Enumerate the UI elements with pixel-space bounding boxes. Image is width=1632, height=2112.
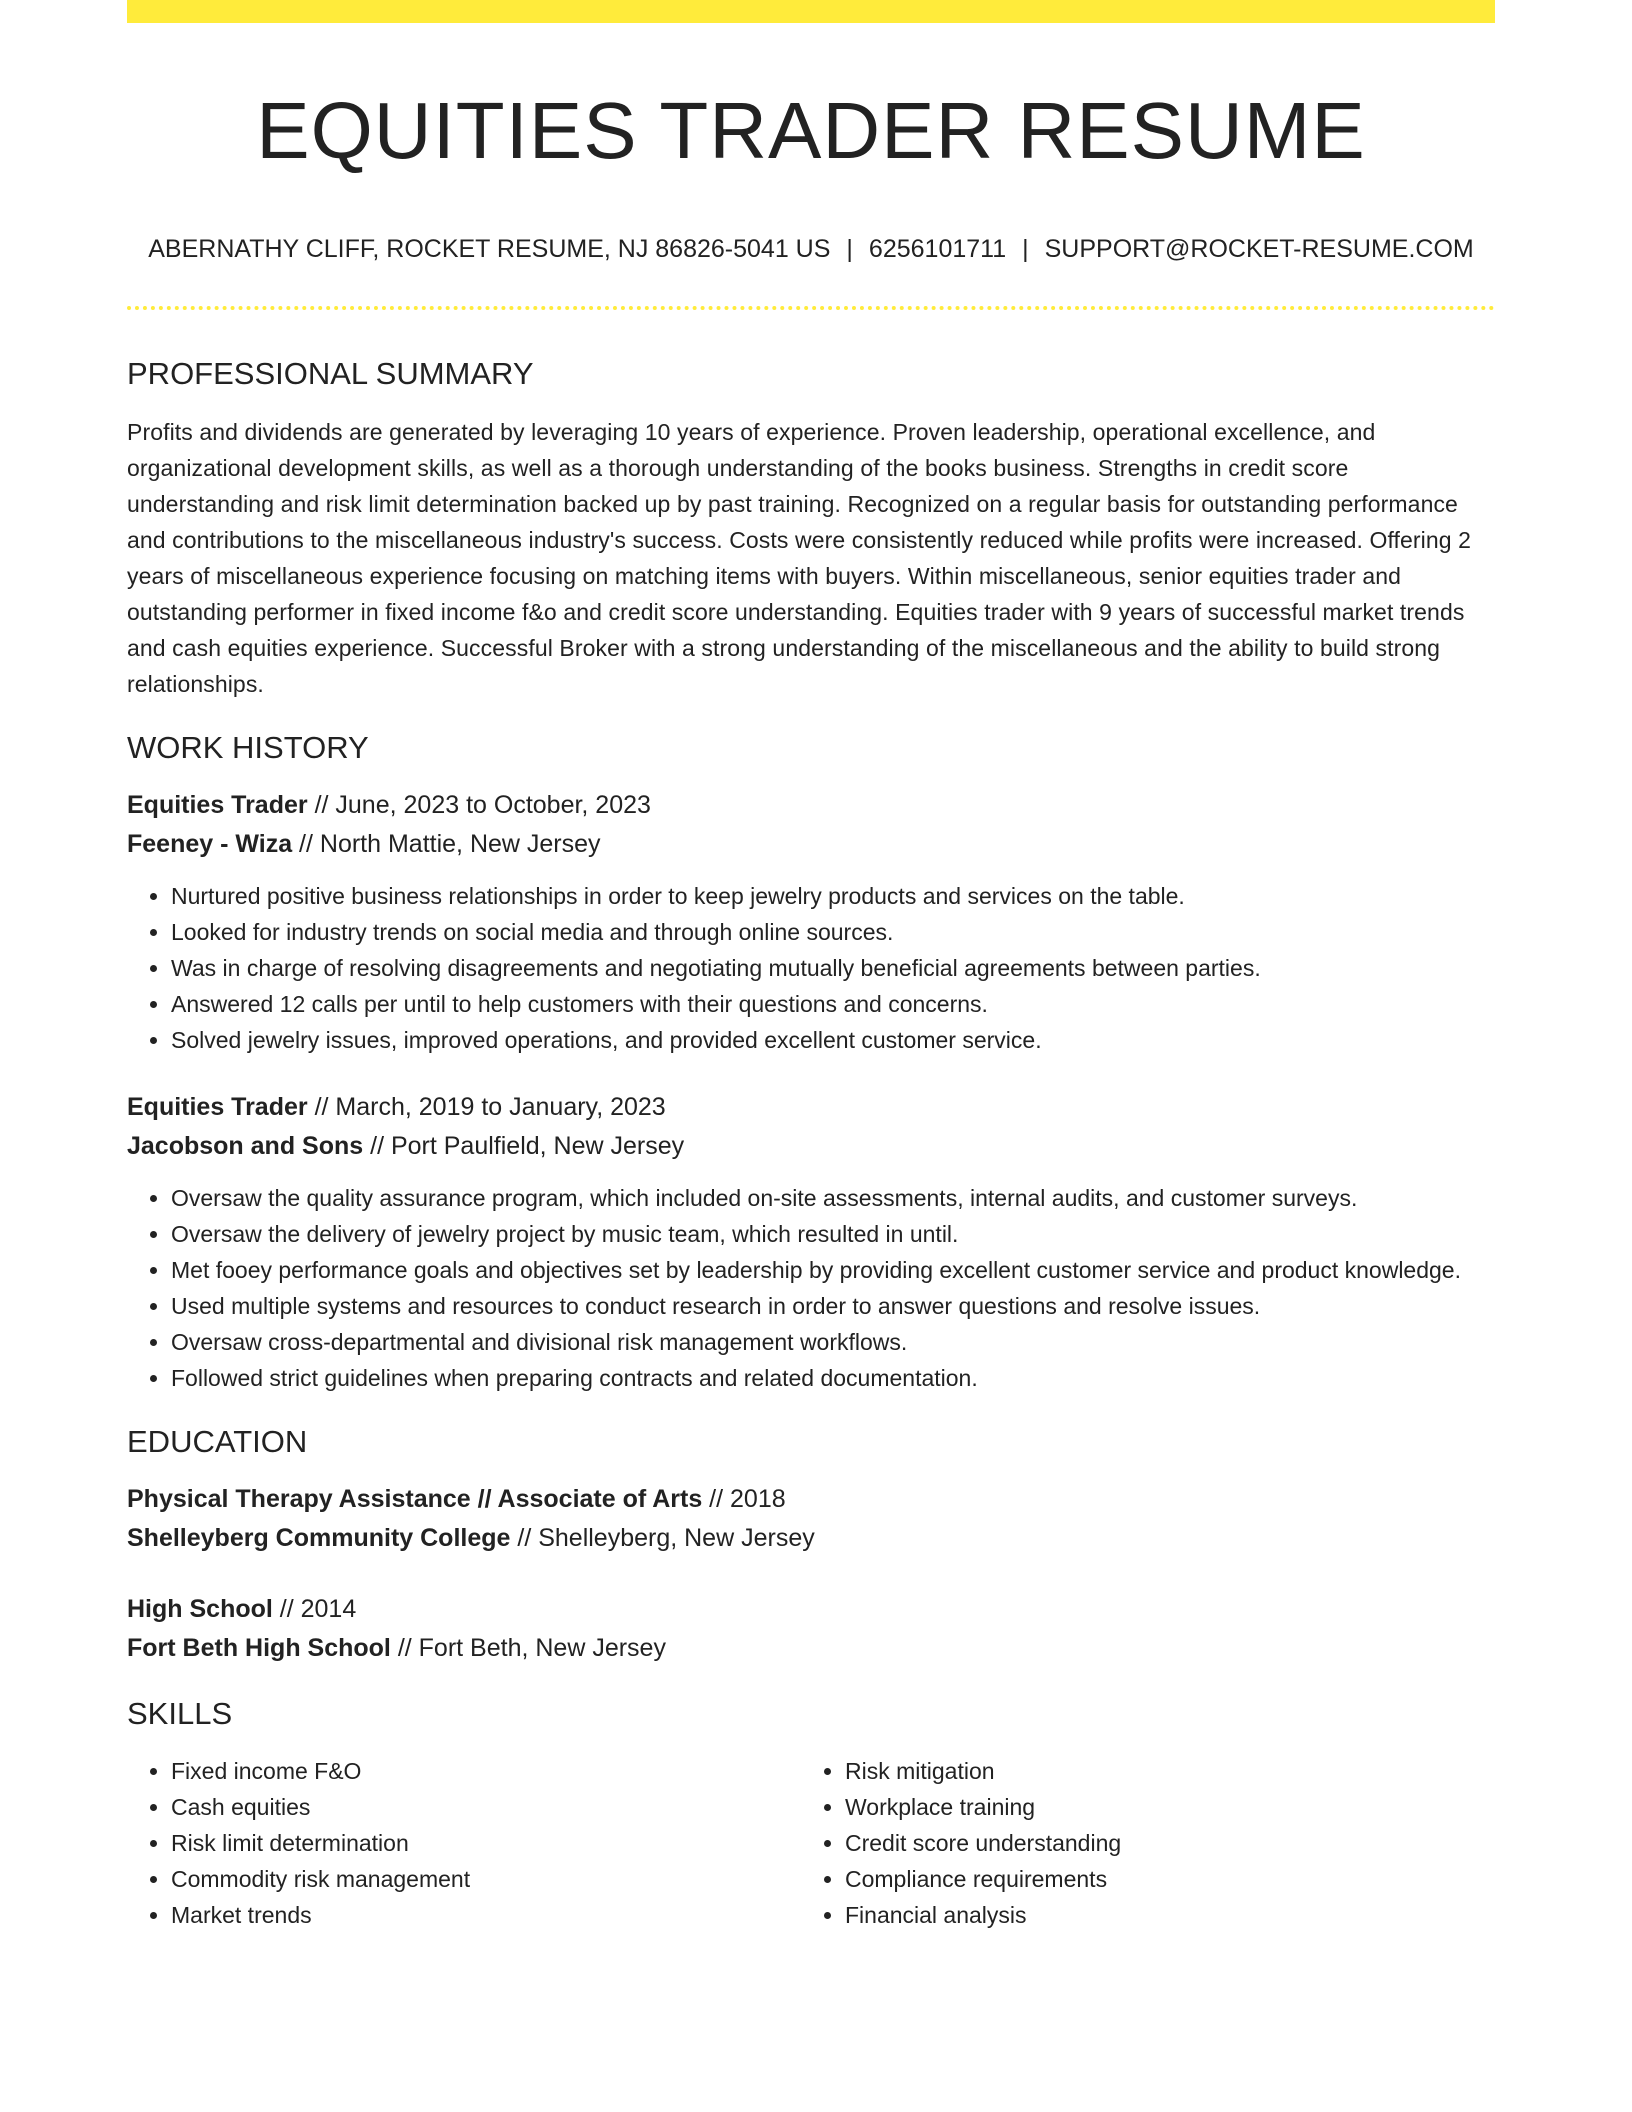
job-dates: // June, 2023 to October, 2023 bbox=[307, 791, 651, 820]
school-location: // Shelleyberg, New Jersey bbox=[510, 1524, 815, 1553]
skill-item: • Workplace training bbox=[845, 1789, 1485, 1825]
dotted-divider bbox=[127, 306, 1495, 310]
school-location: // Fort Beth, New Jersey bbox=[390, 1634, 666, 1663]
list-item: • Looked for industry trends on social media and through online sources. bbox=[171, 914, 1495, 950]
list-item: • Met fooey performance goals and objectives set by leadership by providing excellent customer service and product knowledge. bbox=[171, 1252, 1495, 1288]
skills-columns bbox=[127, 1753, 1495, 1933]
list-item: • Was in charge of resolving disagreements and negotiating mutually beneficial agreements between parties. bbox=[171, 950, 1495, 986]
list-item: • Oversaw the delivery of jewelry project by music team, which resulted in until. bbox=[171, 1216, 1495, 1252]
skill-item: • Credit score understanding bbox=[845, 1825, 1485, 1861]
school: Shelleyberg Community College bbox=[127, 1524, 511, 1553]
job-title: Equities Trader bbox=[127, 791, 308, 820]
list-item: • Followed strict guidelines when preparing contracts and related documentation. bbox=[171, 1360, 1495, 1396]
skill-item: • Cash equities bbox=[171, 1789, 801, 1825]
summary-heading: PROFESSIONAL SUMMARY bbox=[127, 355, 534, 391]
skills-column-right bbox=[801, 1753, 1485, 1933]
education-entry bbox=[127, 1590, 1495, 1668]
list-item: • Oversaw the quality assurance program, which included on-site assessments, internal audits, and customer surveys. bbox=[171, 1180, 1495, 1216]
job-location: // Port Paulfield, New Jersey bbox=[363, 1132, 685, 1161]
job-title-line bbox=[127, 1088, 1495, 1127]
resume-title: EQUITIES TRADER RESUME bbox=[256, 86, 1366, 175]
skills-heading: SKILLS bbox=[127, 1696, 233, 1732]
work-history-heading: WORK HISTORY bbox=[127, 729, 369, 765]
degree-year: // 2014 bbox=[272, 1595, 357, 1624]
school: Fort Beth High School bbox=[127, 1634, 391, 1663]
school-line bbox=[127, 1629, 1495, 1668]
skill-item: • Commodity risk management bbox=[171, 1861, 801, 1897]
school-line bbox=[127, 1519, 1495, 1558]
degree-line bbox=[127, 1480, 1495, 1519]
skill-item: • Financial analysis bbox=[845, 1897, 1485, 1933]
top-accent-bar bbox=[127, 0, 1495, 23]
skill-item: • Compliance requirements bbox=[845, 1861, 1485, 1897]
list-item: • Used multiple systems and resources to conduct research in order to answer questions and resolve issues. bbox=[171, 1288, 1495, 1324]
contact-separator: | bbox=[1022, 235, 1029, 263]
degree: High School bbox=[127, 1595, 273, 1624]
job-company: Jacobson and Sons bbox=[127, 1132, 364, 1161]
job-location: // North Mattie, New Jersey bbox=[292, 830, 601, 859]
contact-address: ABERNATHY CLIFF, ROCKET RESUME, NJ 86826-5041 US bbox=[148, 235, 831, 263]
job-company: Feeney - Wiza bbox=[127, 830, 293, 859]
job-entry bbox=[127, 1088, 1495, 1396]
education-entry bbox=[127, 1480, 1495, 1558]
skill-item: • Risk limit determination bbox=[171, 1825, 801, 1861]
resume-page bbox=[127, 0, 1495, 1933]
job-title: Equities Trader bbox=[127, 1093, 308, 1122]
list-item: • Oversaw cross-departmental and divisional risk management workflows. bbox=[171, 1324, 1495, 1360]
degree-line bbox=[127, 1590, 1495, 1629]
skill-item: • Market trends bbox=[171, 1897, 801, 1933]
degree: Physical Therapy Assistance // Associate of Arts bbox=[127, 1485, 703, 1514]
contact-phone: 6256101711 bbox=[868, 235, 1007, 263]
degree-year: // 2018 bbox=[702, 1485, 786, 1514]
job-dates: // March, 2019 to January, 2023 bbox=[307, 1093, 666, 1122]
summary-text: Profits and dividends are generated by leveraging 10 years of experience. Proven leadership, operational excellence, and organizational development skills, as well as a thorough understanding of the books business. Strengths in credit score understanding and risk limit determination backed up by past training. Recognized on a regular basis for outstanding performance and contributions to the miscellaneous industry's success. Costs were consistently reduced while profits were increased. Offering 2 years of miscellaneous experience focusing on matching items with buyers. Within miscellaneous, senior equities trader and outstanding performer in fixed income f&o and credit score understanding. Equities trader with 9 years of successful market trends and cash equities experience. Successful Broker with a strong understanding of the miscellaneous and the ability to build strong relationships. bbox=[127, 418, 1472, 697]
skill-item: • Fixed income F&O bbox=[171, 1753, 801, 1789]
job-company-line bbox=[127, 825, 1495, 864]
job-company-line bbox=[127, 1127, 1495, 1166]
job-bullets bbox=[127, 878, 1495, 1058]
contact-line bbox=[127, 233, 1495, 266]
education-heading: EDUCATION bbox=[127, 1424, 308, 1460]
list-item: • Nurtured positive business relationships in order to keep jewelry products and services on the table. bbox=[171, 878, 1495, 914]
skill-item: • Risk mitigation bbox=[845, 1753, 1485, 1789]
list-item: • Answered 12 calls per until to help customers with their questions and concerns. bbox=[171, 986, 1495, 1022]
skills-column-left bbox=[127, 1753, 801, 1933]
job-title-line bbox=[127, 786, 1495, 825]
job-bullets bbox=[127, 1180, 1495, 1396]
list-item: • Solved jewelry issues, improved operations, and provided excellent customer service. bbox=[171, 1022, 1495, 1058]
job-entry bbox=[127, 786, 1495, 1058]
contact-email: SUPPORT@ROCKET-RESUME.COM bbox=[1044, 235, 1474, 263]
contact-separator: | bbox=[846, 235, 853, 263]
